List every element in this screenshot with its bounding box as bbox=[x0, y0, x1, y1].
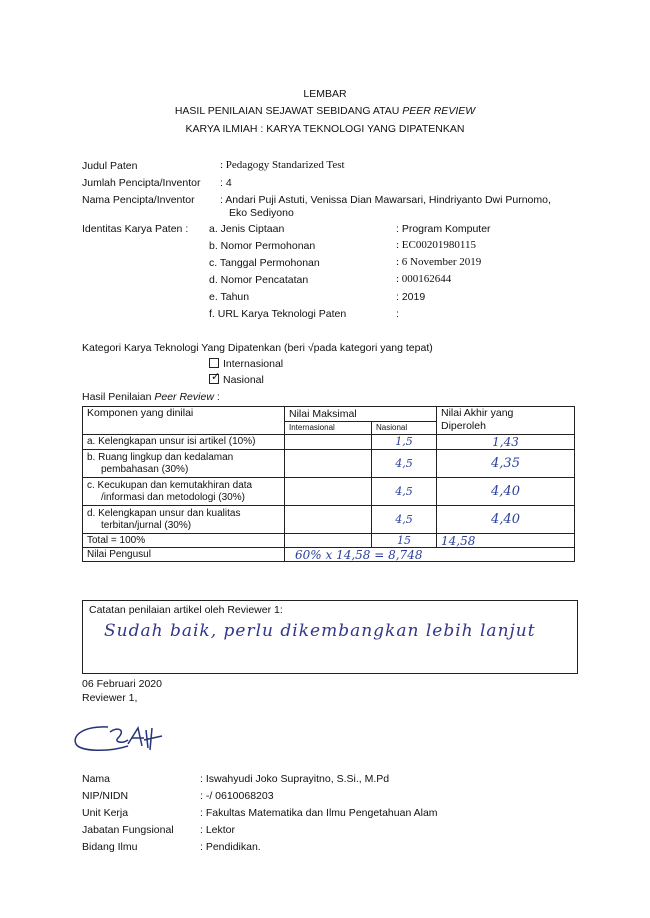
judul-label: Judul Paten bbox=[82, 160, 138, 172]
nama-label: Nama Pencipta/Inventor bbox=[82, 194, 195, 206]
kategori-option-internasional bbox=[209, 358, 283, 370]
info-label: Jabatan Fungsional bbox=[82, 824, 174, 836]
option-label: Nasional bbox=[223, 374, 264, 386]
hasil-italic: Peer Review bbox=[154, 391, 214, 403]
row-internasional bbox=[285, 450, 372, 478]
nama-value-1: : Andari Puji Astuti, Venissa Dian Mawarsari, Hindriyanto Dwi Purnomo, bbox=[220, 194, 551, 206]
checkbox-icon bbox=[209, 358, 219, 368]
row-akhir: 4,40 bbox=[437, 506, 575, 534]
header-nilai-akhir bbox=[437, 407, 575, 435]
info-label: Bidang Ilmu bbox=[82, 841, 138, 853]
item-value: : 000162644 bbox=[396, 273, 452, 285]
total-label: Total = 100% bbox=[83, 534, 285, 548]
row-akhir: 1,43 bbox=[437, 435, 575, 450]
row-internasional bbox=[285, 435, 372, 450]
kategori-option-nasional bbox=[209, 371, 264, 386]
checked-checkbox-icon: ✓ bbox=[211, 371, 221, 383]
row-komponen bbox=[83, 506, 285, 534]
pengusul-value: 60% x 14,58 = 8,748 bbox=[285, 548, 575, 562]
table-row bbox=[83, 435, 575, 450]
info-label: Nama bbox=[82, 773, 111, 785]
hasil-prefix: Hasil Penilaian bbox=[82, 391, 155, 403]
catatan-handwriting: Sudah baik, perlu dikembangkan lebih lanjut bbox=[104, 621, 536, 641]
item-label: f. URL Karya Teknologi Paten bbox=[209, 308, 347, 320]
item-label: a. Jenis Ciptaan bbox=[209, 223, 285, 235]
table-row-total bbox=[83, 534, 575, 548]
identitas-label: Identitas Karya Paten : bbox=[82, 223, 189, 235]
row-akhir: 4,35 bbox=[437, 450, 575, 478]
item-value: : Program Komputer bbox=[396, 223, 491, 235]
info-label: NIP/NIDN bbox=[82, 790, 129, 802]
header-akhir-line2: Diperoleh bbox=[441, 420, 486, 432]
item-label: d. Nomor Pencatatan bbox=[209, 274, 309, 286]
row-line1: d. Kelengkapan unsur dan kualitas bbox=[87, 507, 241, 519]
header-akhir-line1: Nilai Akhir yang bbox=[441, 407, 514, 419]
item-value: : bbox=[396, 308, 399, 320]
total-internasional bbox=[285, 534, 372, 548]
pengusul-label: Nilai Pengusul bbox=[83, 548, 285, 562]
info-value: : Pendidikan. bbox=[200, 841, 261, 853]
table-row-pengusul bbox=[83, 548, 575, 562]
item-value: : EC00201980115 bbox=[396, 239, 476, 251]
option-label: Internasional bbox=[223, 358, 284, 370]
catatan-label: Catatan penilaian artikel oleh Reviewer 1: bbox=[89, 604, 283, 616]
item-label: c. Tanggal Permohonan bbox=[209, 257, 320, 269]
judul-value: : Pedagogy Standarized Test bbox=[220, 159, 345, 171]
doc-title-lembar: LEMBAR bbox=[303, 88, 347, 100]
total-nasional: 15 bbox=[372, 534, 437, 548]
info-value: : Iswahyudi Joko Suprayitno, S.Si., M.Pd bbox=[200, 773, 390, 785]
row-line1: c. Kecukupan dan kemutakhiran data bbox=[87, 479, 253, 491]
doc-title-karya: KARYA ILMIAH : KARYA TEKNOLOGI YANG DIPATENKAN bbox=[185, 123, 465, 135]
info-label: Unit Kerja bbox=[82, 807, 129, 819]
row-komponen: a. Kelengkapan unsur isi artikel (10%) bbox=[83, 435, 285, 450]
nama-value-2: Eko Sediyono bbox=[229, 207, 294, 219]
row-internasional bbox=[285, 478, 372, 506]
hasil-suffix: : bbox=[213, 391, 220, 403]
row-nasional: 4,5 bbox=[372, 506, 437, 534]
row-nasional: 4,5 bbox=[372, 450, 437, 478]
item-value: : 6 November 2019 bbox=[396, 256, 482, 268]
signature-image bbox=[70, 722, 180, 756]
row-nasional: 1,5 bbox=[372, 435, 437, 450]
row-komponen bbox=[83, 478, 285, 506]
hasil-label bbox=[82, 391, 220, 403]
info-value: : Fakultas Matematika dan Ilmu Pengetahuan Alam bbox=[200, 807, 438, 819]
header-nasional: Nasional bbox=[372, 422, 437, 435]
table-row bbox=[83, 478, 575, 506]
jumlah-value: : 4 bbox=[220, 177, 232, 189]
header-internasional: Internasional bbox=[285, 422, 372, 435]
row-line1: b. Ruang lingkup dan kedalaman bbox=[87, 451, 234, 463]
table-row bbox=[83, 506, 575, 534]
total-akhir: 14,58 bbox=[437, 534, 575, 548]
item-label: e. Tahun bbox=[209, 291, 250, 303]
info-value: : Lektor bbox=[200, 824, 236, 836]
row-akhir: 4,40 bbox=[437, 478, 575, 506]
table-row bbox=[83, 450, 575, 478]
row-internasional bbox=[285, 506, 372, 534]
row-line2: pembahasan (30%) bbox=[101, 463, 189, 475]
kategori-label: Kategori Karya Teknologi Yang Dipatenkan (beri √pada kategori yang tepat) bbox=[82, 342, 433, 354]
row-line2: /informasi dan metodologi (30%) bbox=[101, 491, 245, 503]
header-nilai-maksimal: Nilai Maksimal bbox=[285, 407, 437, 422]
reviewer-title: Reviewer 1, bbox=[82, 692, 138, 704]
title-prefix: HASIL PENILAIAN SEJAWAT SEBIDANG ATAU bbox=[174, 105, 403, 117]
item-label: b. Nomor Permohonan bbox=[209, 240, 316, 252]
score-table bbox=[82, 406, 575, 562]
jumlah-label: Jumlah Pencipta/Inventor bbox=[82, 177, 201, 189]
title-italic: PEER REVIEW bbox=[402, 105, 476, 117]
row-line2: terbitan/jurnal (30%) bbox=[101, 519, 192, 531]
doc-title-hasil bbox=[0, 105, 650, 117]
info-value: : -/ 0610068203 bbox=[200, 790, 274, 802]
row-komponen bbox=[83, 450, 285, 478]
header-komponen: Komponen yang dinilai bbox=[83, 407, 285, 435]
item-value: : 2019 bbox=[396, 291, 426, 303]
row-nasional: 4,5 bbox=[372, 478, 437, 506]
review-date: 06 Februari 2020 bbox=[82, 678, 162, 690]
